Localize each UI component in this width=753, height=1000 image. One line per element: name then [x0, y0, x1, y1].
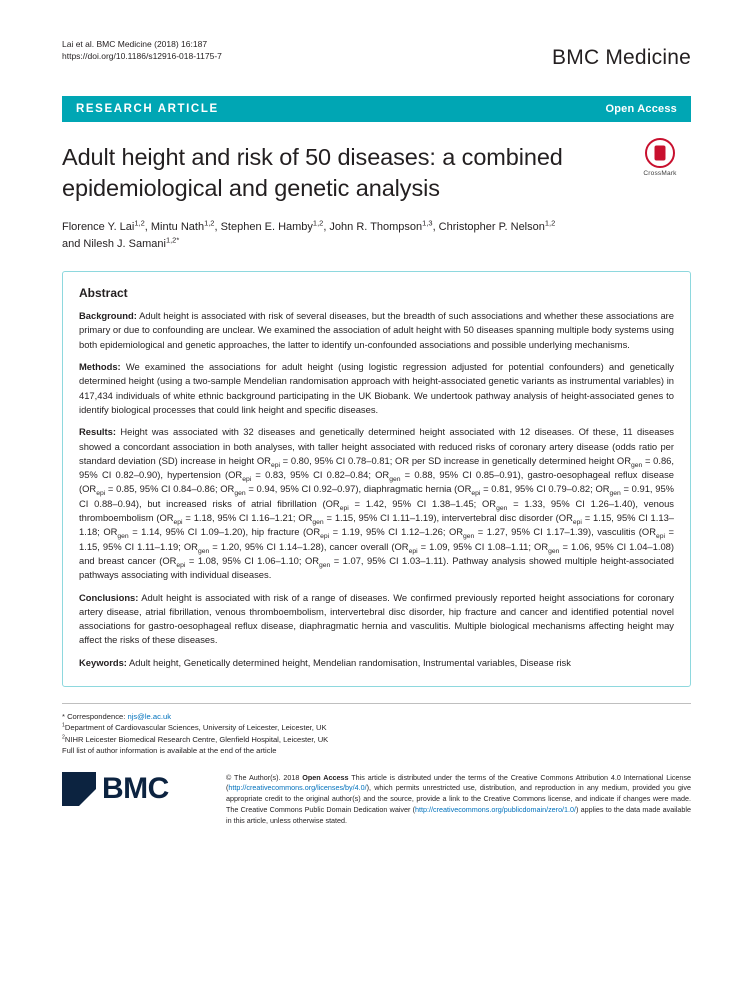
abstract-keywords	[79, 656, 674, 670]
citation-line-1: Lai et al. BMC Medicine (2018) 16:187	[62, 39, 208, 49]
cc-by-link[interactable]: http://creativecommons.org/licenses/by/4.0/	[228, 783, 367, 793]
abstract-methods-label: Methods:	[79, 361, 121, 373]
full-author-list-note: Full list of author information is available at the end of the article	[62, 746, 277, 756]
open-access-tag: Open Access	[302, 772, 349, 782]
page-title: Adult height and risk of 50 diseases: a combined epidemiological and genetic analysis	[62, 144, 563, 201]
citation-doi: https://doi.org/10.1186/s12916-018-1175-7	[62, 51, 222, 62]
abstract-methods-text: We examined the associations for adult height (using logistic regression adjusted for potential confounders) and genetically determined height (using a two-sample Mendelian randomisation approach with height-associated genetic variants as instrumental variables) in 417,434 individuals of white ethnic background participating in the UK Biobank. We undertook pathway analysis of height-associated genes to identify biological processes that could link height and specific diseases.	[79, 361, 674, 415]
crossmark-label: CrossMark	[643, 170, 677, 177]
abstract-background-text: Adult height is associated with risk of several diseases, but the breadth of such associations and whether these associations are primary or due to confounding are unclear. We examined the association of adult height with 50 diseases spanning multiple body systems using both epidemiological and genetic approaches, the latter to identify un-confounded associations and possible underlying mechanisms.	[79, 310, 674, 350]
title-block	[62, 142, 691, 203]
crossmark-icon	[645, 138, 675, 168]
footnote-divider	[62, 703, 691, 704]
affiliation-2: $^2$NIHR Leicester Biomedical Research Centre, Glenfield Hospital, Leicester, UK	[62, 734, 329, 744]
open-access-label: Open Access	[605, 103, 677, 115]
abstract-methods	[79, 360, 674, 417]
abstract-keywords-text: Adult height, Genetically determined height, Mendelian randomisation, Instrumental variables, Disease risk	[126, 656, 571, 668]
abstract-background-label: Background:	[79, 310, 137, 322]
correspondence-email-link[interactable]: njs@le.ac.uk	[127, 712, 172, 722]
author-line-2: and Nilesh J. Samani$^{1,2*}$	[62, 235, 180, 251]
affiliation-1: $^1$Department of Cardiovascular Sciences, University of Leicester, Leicester, UK	[62, 722, 327, 733]
journal-title: BMC Medicine	[552, 46, 691, 69]
license-part-2: ), which permits unrestricted use, distribution, and reproduction in any medium, provided you give appropriate credit to the original author(s) and the source, provide a link to the Creative Commons license, and indicate if changes were made. The Creative Commons Public Domain Dedication waiver (	[226, 783, 691, 814]
bmc-logo-text: BMC	[102, 771, 169, 805]
abstract-box	[62, 271, 691, 687]
article-type-bar	[62, 96, 691, 122]
abstract-heading: Abstract	[79, 286, 128, 301]
license-block	[62, 770, 691, 827]
citation-block	[62, 38, 222, 63]
abstract-results-text: Height was associated with 32 diseases and genetically determined height associated with 12 diseases. Of these, 11 diseases showed a concordant association in both analyses, with taller height associated with reduced risks of coronary artery disease (odds ratio per standard deviation (SD) increase in height $OR_{epi} = 0.80$, 95% CI 0.78–0.81; OR per SD increase in genetically determined height $OR_{gen} = 0.86$, 95% CI 0.82–0.90), hypertension ($OR_{epi} = 0.83$, 95% CI 0.82–0.84; $OR_{gen} = 0.88$, 95% CI 0.85–0.91), gastro-oesophageal reflux disease ($OR_{epi} = 0.85$, 95% CI 0.84–0.86; $OR_{gen} = 0.94$, 95% CI 0.92–0.97), diaphragmatic hernia ($OR_{epi} = 0.81$, 95% CI 0.79–0.82; $OR_{gen} = 0.91$, 95% CI 0.88–0.94), but increased risks of atrial fibrillation ($OR_{epi} = 1.42$, 95% CI 1.38–1.45; $OR_{gen} = 1.33$, 95% CI 1.26–1.40), venous thromboembolism ($OR_{epi} = 1.18$, 95% CI 1.16–1.21; $OR_{gen} = 1.15$, 95% CI 1.11–1.19), intervertebral disc disorder ($OR_{epi} = 1.15$, 95% CI 1.13–1.18; $OR_{gen} = 1.14$, 95% CI 1.09–1.20), hip fracture ($OR_{epi} = 1.19$, 95% CI 1.12–1.26; $OR_{gen} = 1.27$, 95% CI 1.17–1.39), vasculitis ($OR_{epi} = 1.15$, 95% CI 1.11–1.19; $OR_{gen} = 1.20$, 95% CI 1.14–1.28), cancer overall ($OR_{epi} = 1.09$, 95% CI 1.08–1.11; $OR_{gen} = 1.06$, 95% CI 1.04–1.08) and breast cancer ($OR_{epi} = 1.08$, 95% CI 1.06–1.10; $OR_{gen} = 1.07$, 95% CI 1.03–1.11). Pathway analysis showed multiple height-associated pathways associating with individual diseases.	[79, 426, 675, 581]
license-part-1: This article is distributed under the terms of the Creative Commons Attribution 4.0 International License (	[226, 772, 692, 793]
correspondence-label: * Correspondence:	[62, 712, 126, 722]
page-header	[62, 0, 691, 70]
abstract-conclusions-label: Conclusions:	[79, 591, 139, 603]
abstract-background	[79, 309, 674, 352]
bmc-logo	[62, 770, 212, 806]
abstract-results-label: Results:	[79, 426, 116, 438]
cc-zero-link[interactable]: http://creativecommons.org/publicdomain/zero/1.0/	[415, 804, 577, 814]
bmc-logo-icon	[62, 772, 96, 806]
crossmark-badge[interactable]	[629, 138, 691, 177]
abstract-conclusions	[79, 591, 674, 648]
abstract-keywords-label: Keywords:	[79, 656, 127, 668]
correspondence-line	[62, 711, 691, 722]
abstract-results	[79, 425, 674, 582]
copyright-text: © The Author(s). 2018	[226, 772, 303, 782]
license-part-3: ) applies to the data made available in this article, unless otherwise stated.	[226, 804, 691, 825]
footnotes	[62, 711, 691, 757]
abstract-conclusions-text: Adult height is associated with risk of a range of diseases. We confirmed previously reported height associations for coronary artery disease, atrial fibrillation, venous thromboembolism, intervertebral disc disorder, hip fracture and cancer and identified potential novel associations for gastro-oesophageal reflux disease, diaphragmatic hernia and vasculitis. Multiple biological mechanisms affecting height may affect the risks of these diseases.	[79, 591, 674, 646]
article-type-label: RESEARCH ARTICLE	[76, 103, 219, 115]
author-line-1: Florence Y. Lai$^{1,2}$, Mintu Nath$^{1,2}$, Stephen E. Hamby$^{1,2}$, John R. Thompson$^{1,3}$, Christopher P. Nelson$^{1,2}$	[62, 218, 556, 234]
author-list	[62, 219, 682, 253]
license-text	[226, 770, 691, 827]
